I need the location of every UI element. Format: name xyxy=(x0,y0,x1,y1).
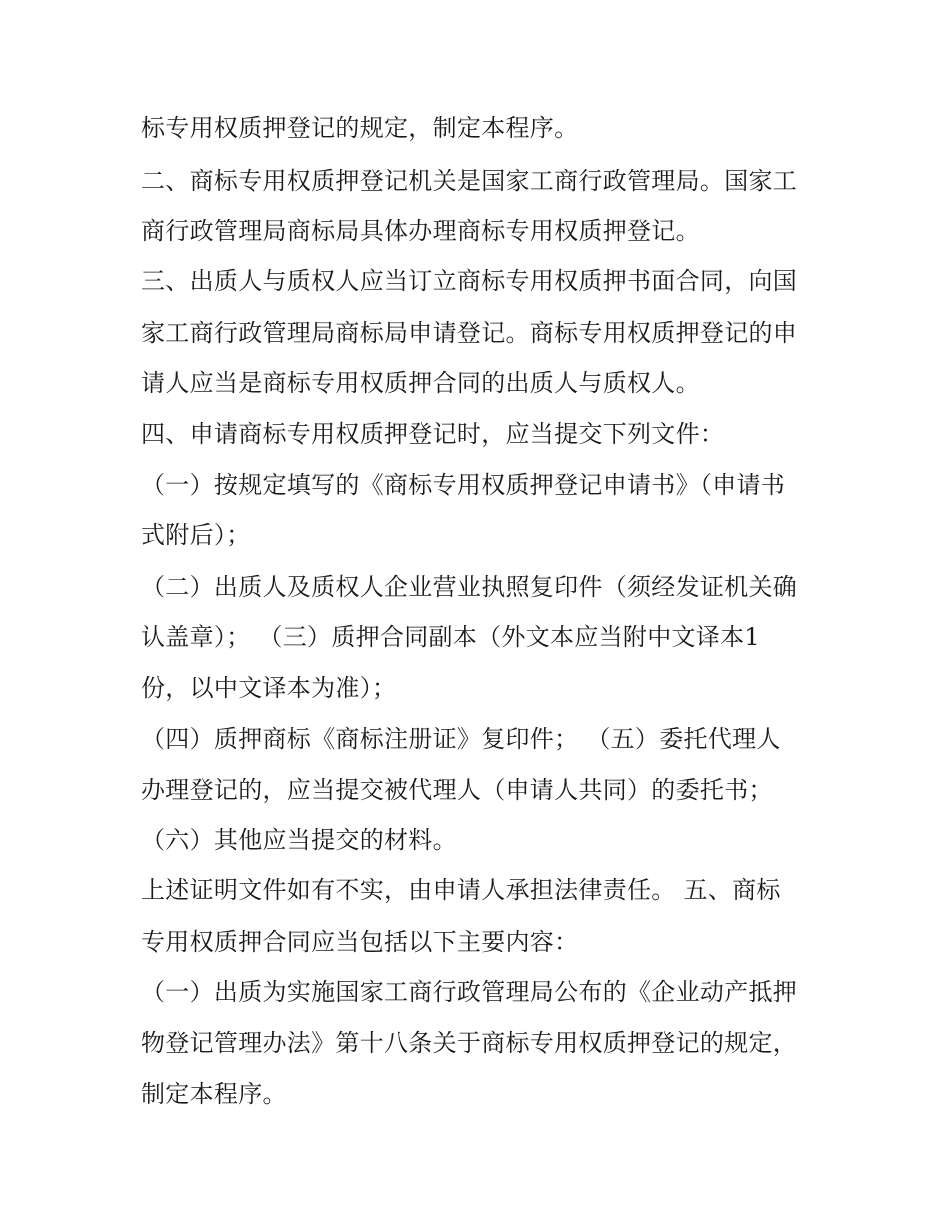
text-line: 二、商标专用权质押登记机关是国家工商行政管理局。国家工 xyxy=(141,167,798,195)
text-line: 标专用权质押登记的规定，制定本程序。 xyxy=(141,114,579,142)
text-line: 式附后）； xyxy=(141,521,251,549)
text-line: 专用权质押合同应当包括以下主要内容： xyxy=(141,928,579,956)
text-line: 物登记管理办法》第十八条关于商标专用权质押登记的规定， xyxy=(141,1029,798,1057)
text-line: 办理登记的，应当提交被代理人（申请人共同）的委托书； xyxy=(141,776,773,804)
text-line: 家工商行政管理局商标局申请登记。商标专用权质押登记的申 xyxy=(141,319,798,347)
text-line: 认盖章）； （三）质押合同副本（外文本应当附中文译本1 xyxy=(141,623,760,651)
text-line: （二）出质人及质权人企业营业执照复印件（须经发证机关确 xyxy=(141,573,798,601)
text-line: 三、出质人与质权人应当订立商标专用权质押书面合同，向国 xyxy=(141,267,798,295)
text-line: 商行政管理局商标局具体办理商标专用权质押登记。 xyxy=(141,217,700,245)
text-line: 四、申请商标专用权质押登记时，应当提交下列文件： xyxy=(141,420,725,448)
text-line: 制定本程序。 xyxy=(141,1080,287,1108)
text-line: （一）按规定填写的《商标专用权质押登记申请书》（申请书 xyxy=(141,471,786,499)
text-line: 请人应当是商标专用权质押合同的出质人与质权人。 xyxy=(141,369,700,397)
text-line: （一）出质为实施国家工商行政管理局公布的《企业动产抵押 xyxy=(141,978,798,1006)
text-line: 份，以中文译本为准）； xyxy=(141,674,397,702)
text-line: （六）其他应当提交的材料。 xyxy=(141,826,457,854)
text-line: 上述证明文件如有不实，由申请人承担法律责任。 五、商标 xyxy=(141,876,781,904)
text-line: （四）质押商标《商标注册证》复印件； （五）委托代理人 xyxy=(141,725,781,753)
